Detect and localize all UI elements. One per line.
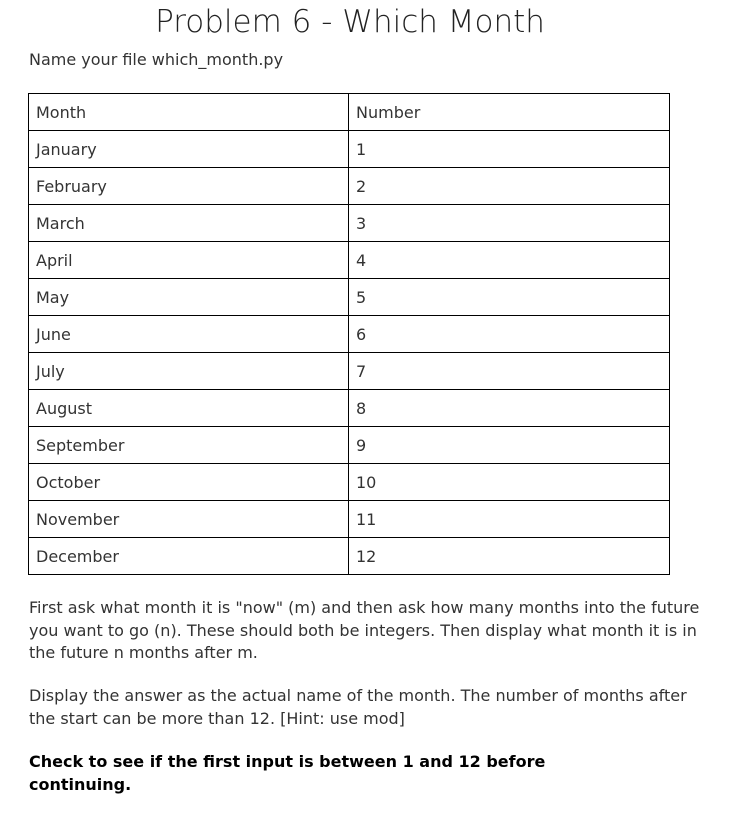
number-cell: 6 (349, 316, 670, 353)
month-number-table (28, 93, 670, 575)
month-cell: February (29, 168, 349, 205)
month-cell: January (29, 131, 349, 168)
instruction-paragraph-bold: Check to see if the first input is between 1 and 12 before continuing. (29, 752, 546, 794)
instruction-paragraph-2: Display the answer as the actual name of the month. The number of months after the start can be more than 12. [Hint: use mod] (29, 686, 687, 728)
number-cell: 11 (349, 501, 670, 538)
number-cell: 3 (349, 205, 670, 242)
table-row (29, 464, 670, 501)
number-cell: 9 (349, 427, 670, 464)
month-cell: December (29, 538, 349, 575)
table-row (29, 390, 670, 427)
number-cell: 4 (349, 242, 670, 279)
month-cell: September (29, 427, 349, 464)
month-cell: March (29, 205, 349, 242)
table-row (29, 279, 670, 316)
header-cell-month: Month (29, 94, 349, 131)
month-cell: July (29, 353, 349, 390)
number-cell: 12 (349, 538, 670, 575)
header-cell-number: Number (349, 94, 670, 131)
table-body (29, 94, 670, 575)
table-row (29, 427, 670, 464)
page-title: Problem 6 - Which Month (155, 4, 545, 40)
month-cell: May (29, 279, 349, 316)
month-cell: August (29, 390, 349, 427)
table-row (29, 538, 670, 575)
table-row (29, 316, 670, 353)
table-row (29, 242, 670, 279)
table-row (29, 205, 670, 242)
table-row (29, 168, 670, 205)
month-cell: November (29, 501, 349, 538)
month-cell: June (29, 316, 349, 353)
month-cell: October (29, 464, 349, 501)
month-cell: April (29, 242, 349, 279)
filename-instruction: Name your file which_month.py (29, 50, 284, 69)
number-cell: 2 (349, 168, 670, 205)
number-cell: 1 (349, 131, 670, 168)
instruction-paragraph-1: First ask what month it is "now" (m) and then ask how many months into the future you want to go (n). These should both be integers. Then display what month it is in the future n months after m. (29, 598, 700, 662)
table-row (29, 353, 670, 390)
number-cell: 8 (349, 390, 670, 427)
number-cell: 5 (349, 279, 670, 316)
table-row (29, 501, 670, 538)
number-cell: 7 (349, 353, 670, 390)
number-cell: 10 (349, 464, 670, 501)
table-header-row (29, 94, 670, 131)
table-row (29, 131, 670, 168)
